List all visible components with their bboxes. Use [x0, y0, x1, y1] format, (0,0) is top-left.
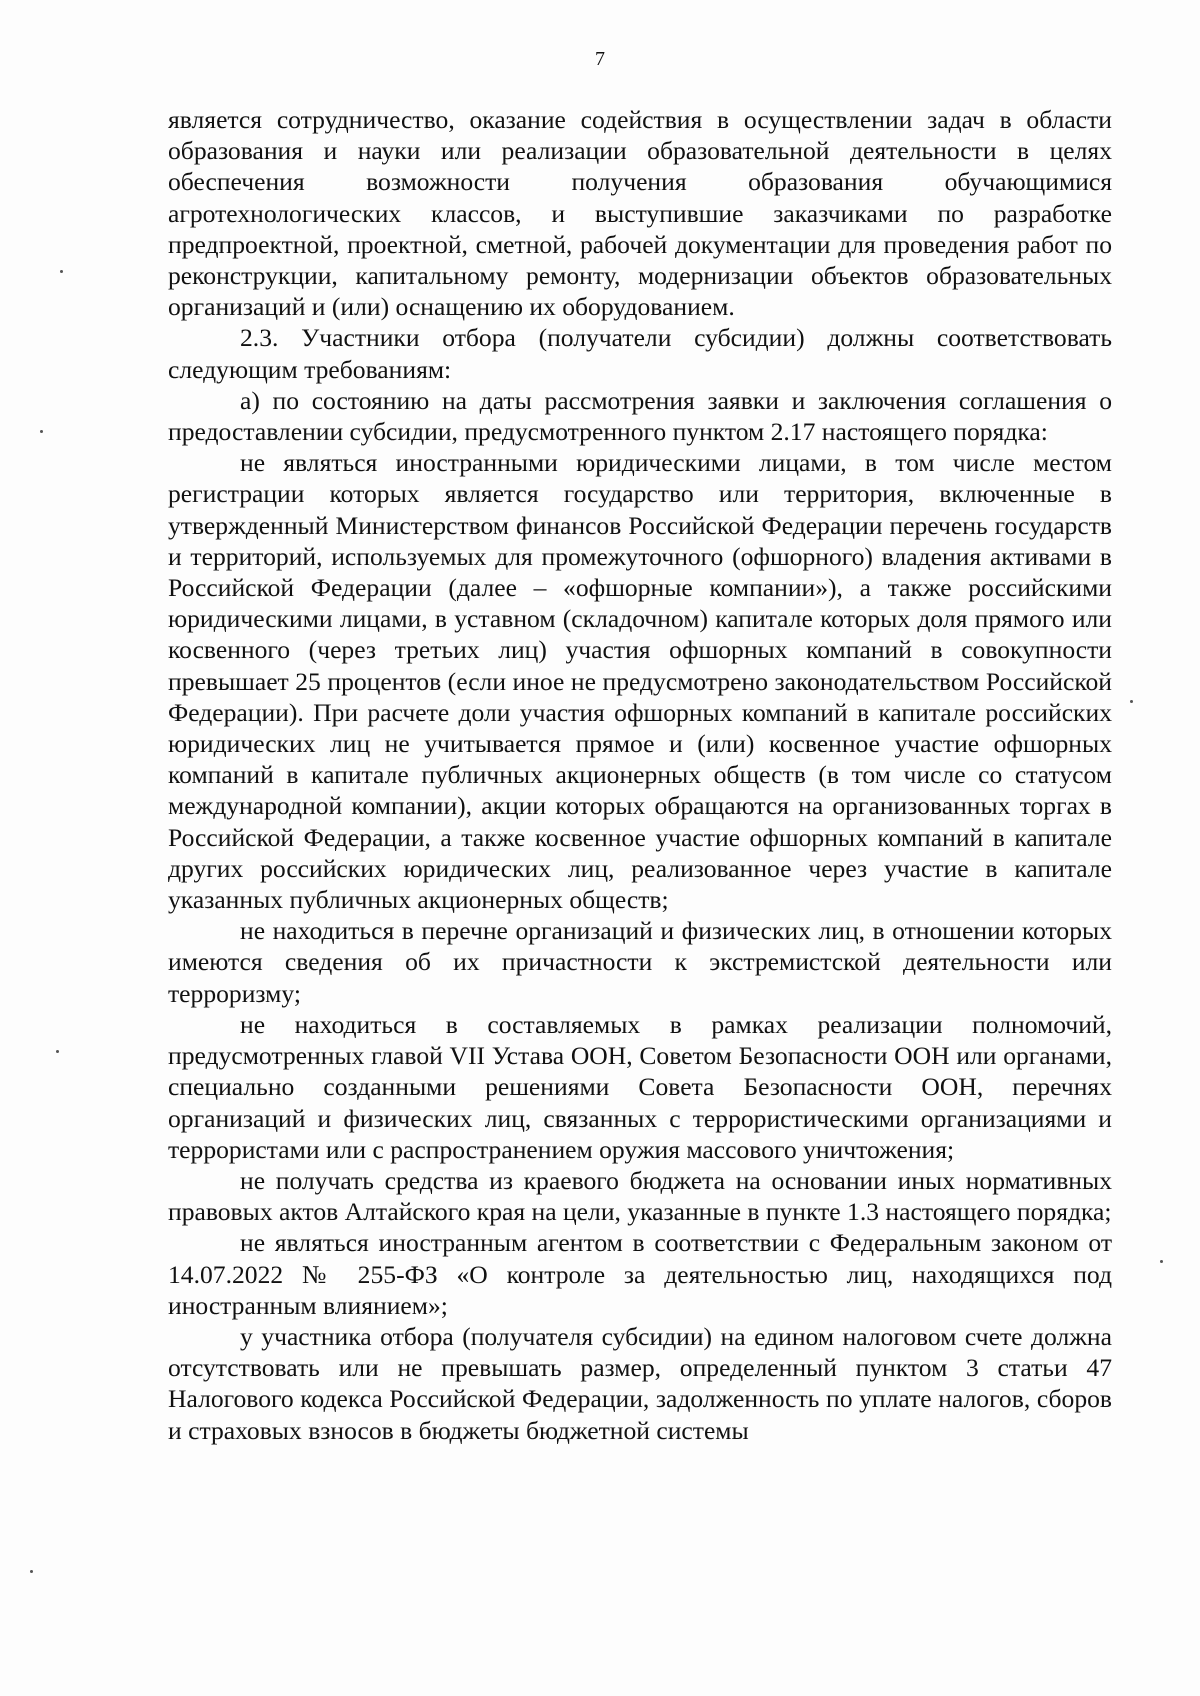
paragraph-un-lists-requirement: не находиться в составляемых в рамках реализации полномочий, предусмотренных главой VII Устава ООН, Советом Безопасности ООН или органами, специально созданными решениями Совета Безопасности ООН, перечнях организаций и физических лиц, связанных с террористическими организациями и террористами или с распространением оружия массового уничтожения;	[168, 1009, 1112, 1164]
document-body	[168, 104, 1112, 1446]
page-number: 7	[595, 48, 605, 70]
paragraph-tax-debt-requirement: у участника отбора (получателя субсидии) на едином налоговом счете должна отсутствовать или не превышать размер, определенный пунктом 3 статьи 47 Налогового кодекса Российской Федерации, задолженность по уплате налогов, сборов и страховых взносов в бюджеты бюджетной системы	[168, 1321, 1112, 1445]
scan-speck	[1160, 1260, 1163, 1263]
scan-speck	[30, 1570, 33, 1573]
paragraph-budget-funds-requirement: не получать средства из краевого бюджета на основании иных нормативных правовых актов Алтайского края на цели, указанные в пункте 1.3 настоящего порядка;	[168, 1165, 1112, 1227]
scan-speck	[40, 430, 43, 433]
paragraph-continuation: является сотрудничество, оказание содействия в осуществлении задач в области образования и науки или реализации образовательной деятельности в целях обеспечения возможности получения образования обучающимися агротехнологических классов, и выступившие заказчиками по разработке предпроектной, проектной, сметной, рабочей документации для проведения работ по реконструкции, капитальному ремонту, модернизации объектов образовательных организаций и (или) оснащению их оборудованием.	[168, 105, 1112, 322]
scan-speck	[1130, 700, 1133, 703]
paragraph-extremism-requirement: не находиться в перечне организаций и физических лиц, в отношении которых имеются сведения об их причастности к экстремистской деятельности или терроризму;	[168, 916, 1112, 1008]
scan-speck	[56, 1050, 59, 1053]
paragraph-clause-2-3: 2.3. Участники отбора (получатели субсидии) должны соответствовать следующим требованиям:	[168, 323, 1112, 384]
paragraph-subclause-a: а) по состоянию на даты рассмотрения заявки и заключения соглашения о предоставлении субсидии, предусмотренного пунктом 2.17 настоящего порядка:	[168, 385, 1112, 447]
paragraph-foreign-agent-requirement: не являться иностранным агентом в соответствии с Федеральным законом от 14.07.2022 № 255-ФЗ «О контроле за деятельностью лиц, находящихся под иностранным влиянием»;	[168, 1228, 1112, 1320]
paragraph-offshore-requirement: не являться иностранными юридическими лицами, в том числе местом регистрации которых является государство или территория, включенные в утвержденный Министерством финансов Российской Федерации перечень государств и территорий, используемых для промежуточного (офшорного) владения активами в Российской Федерации (далее – «офшорные компании»), а также российскими юридическими лицами, в уставном (складочном) капитале которых доля прямого или косвенного (через третьих лиц) участия офшорных компаний в совокупности превышает 25 процентов (если иное не предусмотрено законодательством Российской Федерации). При расчете доли участия офшорных компаний в капитале российских юридических лиц не учитывается прямое и (или) косвенное участие офшорных компаний в капитале публичных акционерных обществ (в том числе со статусом международной компании), акции которых обращаются на организованных торгах в Российской Федерации, а также косвенное участие офшорных компаний в капитале других российских юридических лиц, реализованное через участие в капитале указанных публичных акционерных обществ;	[168, 448, 1112, 915]
scan-speck	[60, 270, 63, 273]
